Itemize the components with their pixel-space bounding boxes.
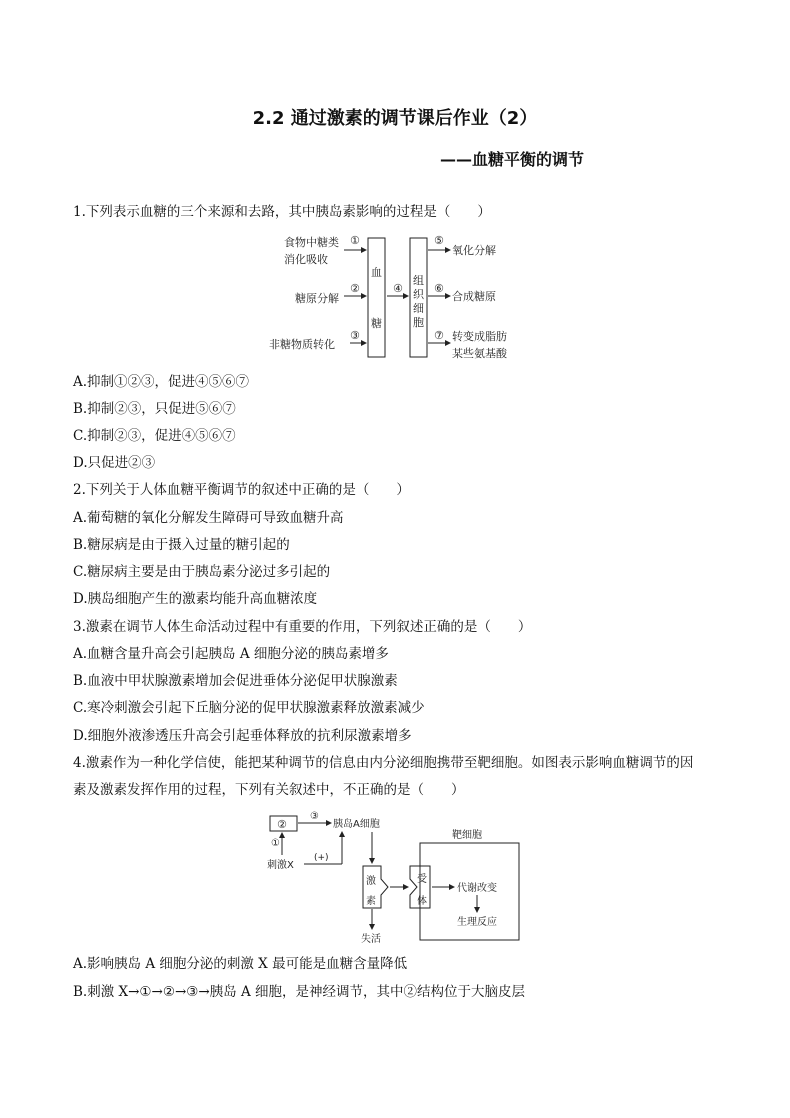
q2-stem: 2.下列关于人体血糖平衡调节的叙述中正确的是（ ）: [73, 482, 410, 498]
svg-text:④: ④: [393, 282, 403, 295]
out6: 合成糖原: [452, 290, 496, 303]
source1-line2: 消化吸收: [284, 253, 328, 266]
svg-text:⑤: ⑤: [434, 234, 444, 247]
svg-text:③: ③: [310, 811, 319, 822]
svg-text:激: 激: [366, 876, 376, 887]
hormone-regulation-diagram: [262, 806, 524, 948]
page-subtitle: ——血糖平衡的调节: [440, 150, 585, 169]
q3-stem: 3.激素在调节人体生命活动过程中有重要的作用，下列叙述正确的是（ ）: [73, 619, 532, 635]
svg-text:①: ①: [350, 234, 360, 247]
svg-text:(+): (+): [314, 853, 329, 863]
svg-text:①: ①: [271, 838, 280, 849]
q4-option-a: A.影响胰岛 A 细胞分泌的刺激 X 最可能是血糖含量降低: [73, 956, 408, 972]
q2-option-c: C.糖尿病主要是由于胰岛素分泌过多引起的: [73, 564, 331, 580]
q1-option-b: B.抑制②③，只促进⑤⑥⑦: [73, 401, 236, 417]
stimulus-x: 刺激X: [267, 860, 294, 871]
source3: 非糖物质转化: [269, 338, 335, 351]
q3-option-a: A.血糖含量升高会引起胰岛 A 细胞分泌的胰岛素增多: [73, 646, 389, 662]
target-cell-label: 靶细胞: [452, 830, 482, 841]
page-title: 2.2 通过激素的调节课后作业（2）: [252, 108, 538, 129]
q1-option-c: C.抑制②③，促进④⑤⑥⑦: [73, 428, 236, 444]
svg-text:③: ③: [350, 329, 360, 342]
blood-glucose-box: [368, 238, 385, 357]
svg-text:细: 细: [413, 302, 424, 315]
physiological-response: 生理反应: [457, 917, 497, 928]
q1-option-a: A.抑制①②③，促进④⑤⑥⑦: [73, 374, 250, 390]
svg-text:糖: 糖: [371, 317, 382, 330]
q3-option-b: B.血液中甲状腺激素增加会促进垂体分泌促甲状腺激素: [73, 673, 398, 689]
q2-option-a: A.葡萄糖的氧化分解发生障碍可导致血糖升高: [73, 510, 344, 526]
svg-text:②: ②: [277, 818, 287, 831]
source2: 糖原分解: [295, 292, 339, 305]
svg-text:体: 体: [417, 896, 427, 907]
svg-text:受: 受: [417, 874, 427, 885]
source1-line1: 食物中糖类: [284, 236, 339, 249]
q4-stem-line1: 4.激素作为一种化学信使，能把某种调节的信息由内分泌细胞携带至靶细胞。如图表示影响血糖调节的因: [73, 755, 694, 771]
svg-text:织: 织: [413, 288, 424, 301]
out5: 氧化分解: [452, 244, 496, 257]
q4-stem-line2: 素及激素发挥作用的过程，下列有关叙述中，不正确的是（ ）: [73, 782, 465, 798]
svg-text:素: 素: [366, 896, 376, 907]
svg-text:血: 血: [371, 266, 382, 279]
out7-line2: 某些氨基酸: [452, 347, 507, 360]
inactivation: 失活: [361, 934, 381, 945]
q2-option-b: B.糖尿病是由于摄入过量的糖引起的: [73, 537, 290, 553]
out7-line1: 转变成脂肪: [452, 330, 507, 343]
metabolism-change: 代谢改变: [457, 883, 497, 894]
svg-text:胞: 胞: [413, 316, 424, 329]
svg-text:⑦: ⑦: [434, 329, 444, 342]
islet-a-cell: 胰岛A细胞: [333, 819, 380, 830]
q2-option-d: D.胰岛细胞产生的激素均能升高血糖浓度: [73, 591, 318, 607]
svg-text:组: 组: [413, 274, 424, 287]
blood-glucose-diagram: [262, 232, 532, 364]
q3-option-d: D.细胞外液渗透压升高会引起垂体释放的抗利尿激素增多: [73, 728, 412, 744]
q3-option-c: C.寒冷刺激会引起下丘脑分泌的促甲状腺激素释放激素减少: [73, 700, 425, 716]
svg-text:⑥: ⑥: [434, 282, 444, 295]
q1-option-d: D.只促进②③: [73, 455, 156, 471]
svg-text:②: ②: [350, 282, 360, 295]
q1-stem: 1.下列表示血糖的三个来源和去路，其中胰岛素影响的过程是（ ）: [73, 204, 491, 220]
q4-option-b: B.刺激 X→①→②→③→胰岛 A 细胞，是神经调节，其中②结构位于大脑皮层: [73, 984, 525, 1000]
